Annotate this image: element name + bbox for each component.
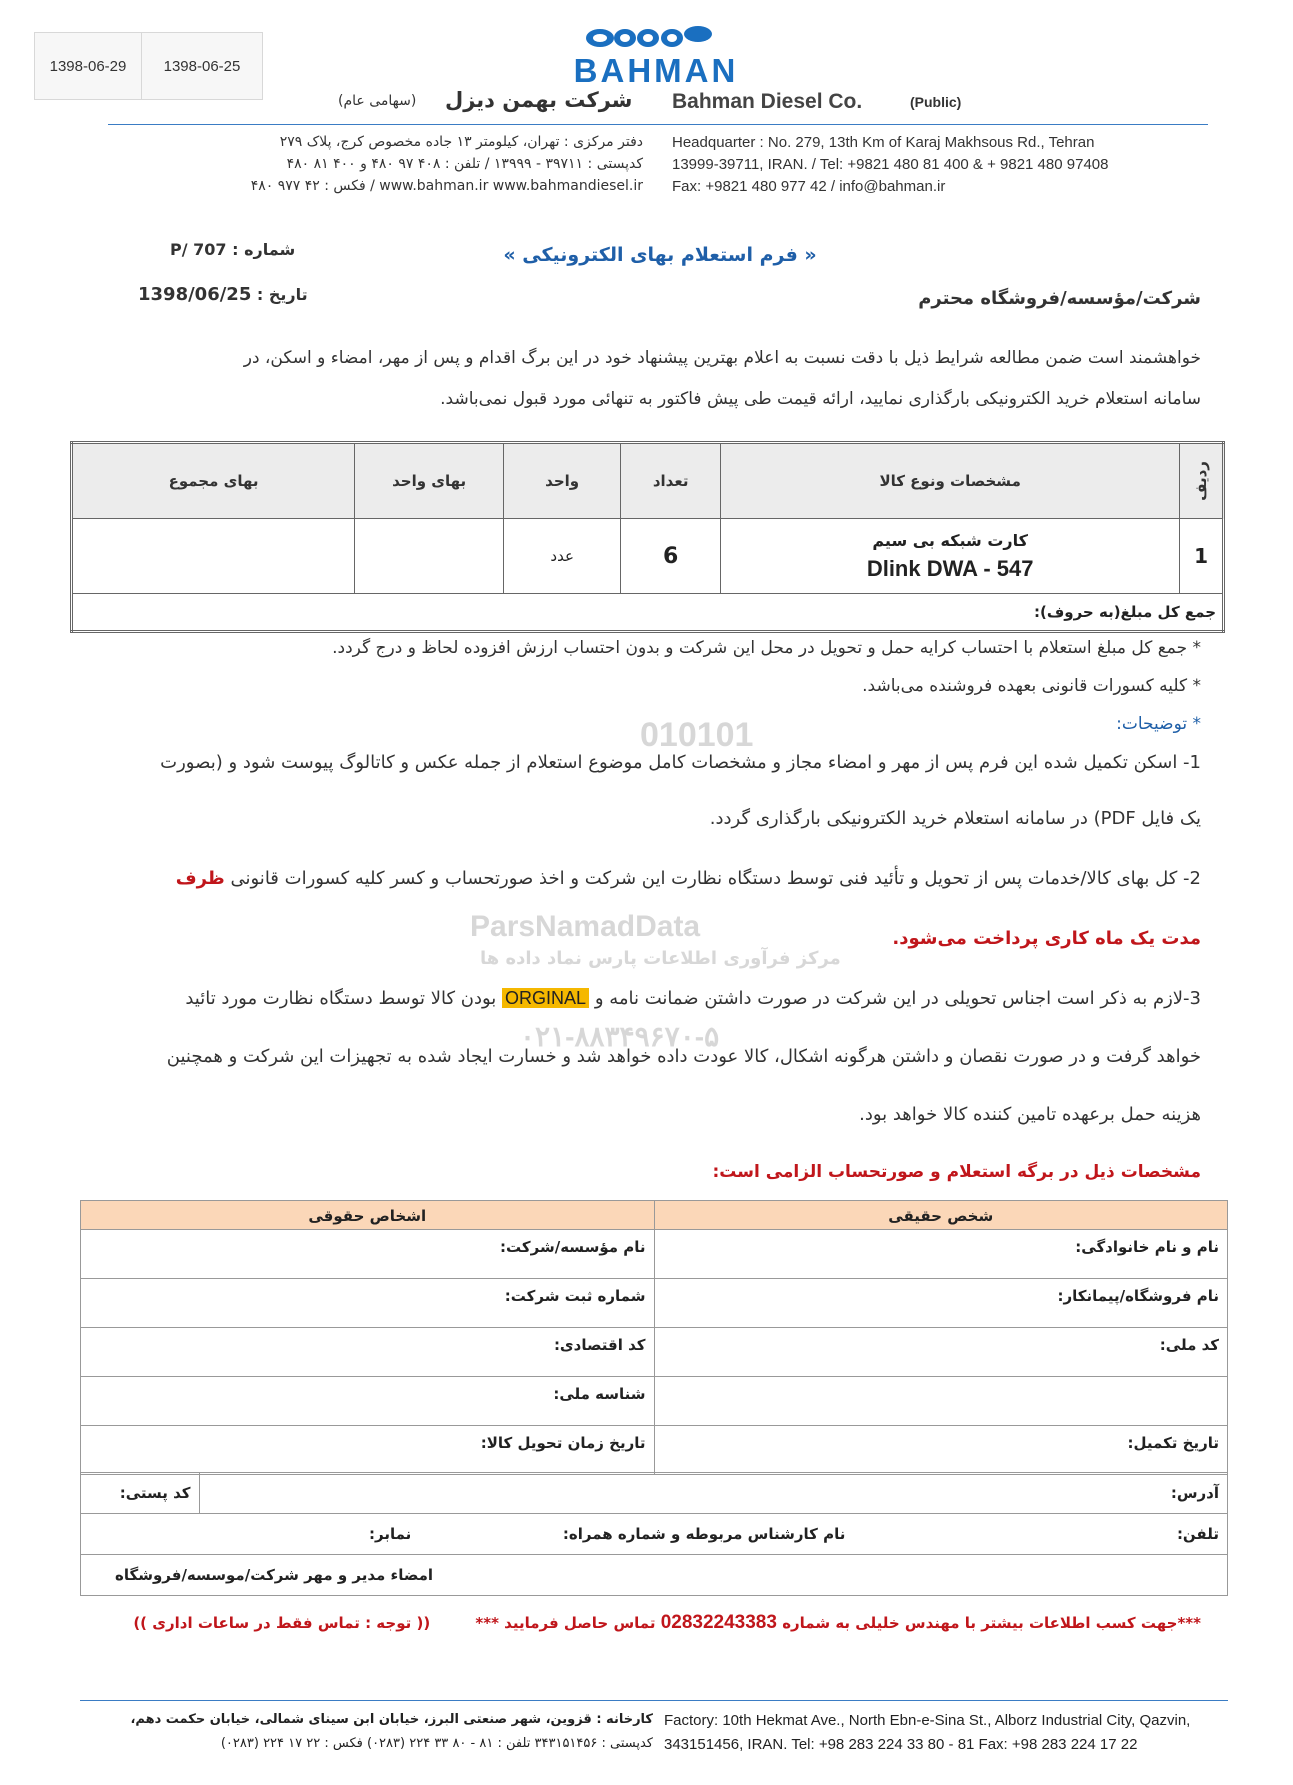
contact-table [80, 1472, 1228, 1596]
intro-line-2: سامانه استعلام خرید الکترونیکی بارگذاری نمایید، ارائه قیمت طی پیش فاکتور به تنهائی مورد قبول نمی‌باشد. [440, 389, 1201, 409]
factory-en-1: Factory: 10th Hekmat Ave., North Ebn-e-Sina St., Alborz Industrial City, Qazvin, [664, 1712, 1191, 1729]
header-divider [108, 124, 1208, 125]
note-3-line-2: خواهد گرفت و در صورت نقصان و داشتن هرگونه اشکال، کالا عودت داده خواهد شد و خسارت ایجاد شده به تجهیزات این شرکت و همچنین [166, 1046, 1201, 1067]
real-field: نام و نام خانوادگی: [654, 1230, 1228, 1279]
date-box-1: 1398-06-29 [34, 32, 142, 100]
contact-note-text-2: تماس حاصل فرمایید *** [475, 1614, 656, 1632]
company-name-en: Bahman Diesel Co. [672, 90, 863, 113]
form-number-value: P/ 707 [170, 240, 227, 259]
requirements-table [80, 1200, 1228, 1475]
col-unit-price: بهای واحد [355, 443, 504, 519]
real-field: کد ملی: [654, 1328, 1228, 1377]
postal-field: کد پستی: [81, 1473, 200, 1514]
form-title: « فرم استعلام بهای الکترونیکی » [503, 244, 817, 266]
factory-fa-2: کدپستی : ۳۴۳۱۵۱۴۵۶ تلفن : ۸۱ - ۸۰ ۳۳ ۲۲۴ (۰۲۸۳) فکس : ۲۲ ۱۷ ۲۲۴ (۰۲۸۳) [220, 1736, 653, 1751]
intro-line-1: خواهشمند است ضمن مطالعه شرایط ذیل با دقت نسبت به اعلام بهترین پیشنهاد خود در این برگ اقدام و پس از مهر، امضاء و اسکن، در [243, 348, 1201, 368]
footer-divider [80, 1700, 1228, 1701]
note-3-post: بودن کالا توسط دستگاه نظارت مورد تائید [185, 988, 497, 1009]
items-table [70, 441, 1225, 633]
date-box-2: 1398-06-25 [141, 32, 263, 100]
spec-en: Dlink DWA - 547 [866, 555, 1034, 581]
table-row [81, 1328, 1228, 1377]
table-row [72, 519, 1224, 594]
hq-address-en-1: Headquarter : No. 279, 13th Km of Karaj Makhsous Rd., Tehran [672, 134, 1095, 151]
logo-wordmark: BAHMAN [573, 52, 739, 89]
address-field: آدرس: [199, 1473, 1227, 1514]
hq-address-fa-1: دفتر مرکزی : تهران، کیلومتر ۱۳ جاده مخصوص کرج، پلاک ۲۷۹ [279, 134, 643, 150]
col-row [1180, 443, 1224, 519]
signature-field [81, 1555, 1228, 1596]
cell-row: 1 [1180, 519, 1224, 594]
table-row [81, 1514, 1228, 1555]
hq-address-fa-2: کدپستی : ۳۹۷۱۱ - ۱۳۹۹۹ / تلفن : ۴۰۸ ۹۷ ۴۸۰ و ۴۰۰ ۸۱ ۴۸۰ [286, 156, 643, 172]
legal-field: تاریخ زمان تحویل کالا: [81, 1426, 655, 1475]
form-date-value: 1398/06/25 [138, 284, 252, 305]
company-type-fa: (سهامی عام) [338, 93, 417, 109]
hq-address-en-2: 13999-39711, IRAN. / Tel: +9821 480 81 400 & + 9821 480 97408 [672, 156, 1109, 173]
col-total-price: بهای مجموع [72, 443, 355, 519]
phone-field: تلفن: [1176, 1525, 1219, 1543]
note-1-line-1: 1- اسکن تکمیل شده این فرم پس از مهر و امضاء مجاز و مشخصات کامل موضوع استعلام از جمله عکس و کاتالوگ پیوست شود و (بصورت [160, 752, 1201, 773]
note-3-line-3: هزینه حمل برعهده تامین کننده کالا خواهد بود. [859, 1104, 1201, 1125]
real-field: نام فروشگاه/پیمانکار: [654, 1279, 1228, 1328]
sum-label: جمع کل مبلغ(به حروف): [72, 594, 1224, 632]
legal-field: نام مؤسسه/شرکت: [81, 1230, 655, 1279]
note-2-red: ظرف [175, 868, 225, 889]
legal-field: شماره ثبت شرکت: [81, 1279, 655, 1328]
cell-unit: عدد [504, 519, 621, 594]
table-row [81, 1377, 1228, 1426]
form-date [138, 284, 308, 305]
company-name-fa: شرکت بهمن دیزل [445, 88, 633, 112]
note-2-line-2: مدت یک ماه کاری پرداخت می‌شود. [892, 928, 1201, 949]
real-field [654, 1377, 1228, 1426]
watermark-phone: ۰۲۱-۸۸۳۴۹۶۷۰-۵ [520, 1021, 720, 1052]
note-2-line-1 [176, 868, 1201, 889]
col-real-person: شخص حقیقی [654, 1201, 1228, 1230]
col-row-label: ردیف [1192, 461, 1211, 501]
table-row [81, 1555, 1228, 1596]
note-3-pre: 3-لازم به ذکر است اجناس تحویلی در این شرکت در صورت داشتن ضمانت نامه و [594, 988, 1201, 1009]
note-3-line-1 [185, 988, 1201, 1009]
cell-unit-price [355, 519, 504, 594]
col-legal-person: اشخاص حقوقی [81, 1201, 655, 1230]
hq-address-fa-3: www.bahman.ir www.bahmandiesel.ir / فکس : ۴۲ ۹۷۷ ۴۸۰ [250, 178, 643, 194]
col-unit: واحد [504, 443, 621, 519]
company-type-en: (Public) [910, 94, 962, 110]
contact-note-text-3: (( توجه : تماس فقط در ساعات اداری )) [133, 1614, 431, 1632]
cell-qty: 6 [621, 519, 721, 594]
addressee: شرکت/مؤسسه/فروشگاه محترم [918, 288, 1201, 309]
cell-total-price [72, 519, 355, 594]
contact-note [133, 1612, 1201, 1634]
hq-address-en-3: Fax: +9821 480 977 42 / info@bahman.ir [672, 178, 946, 195]
factory-fa-1: کارخانه : قزوین، شهر صنعتی البرز، خیابان ابن سینای شمالی، خیابان حکمت دهم، [130, 1712, 653, 1727]
form-number-label: شماره : [232, 240, 296, 259]
requirements-title: مشخصات ذیل در برگه استعلام و صورتحساب الزامی است: [712, 1162, 1201, 1182]
table-row [81, 1473, 1228, 1514]
original-highlight: ORGINAL [502, 988, 589, 1008]
watermark-tagline: مرکز فرآوری اطلاعات پارس نماد داده ها [480, 948, 841, 969]
table-row [81, 1230, 1228, 1279]
col-spec: مشخصات ونوع کالا [721, 443, 1180, 519]
legal-field: شناسه ملی: [81, 1377, 655, 1426]
condition-2: * کلیه کسورات قانونی بعهده فروشنده می‌باشد. [862, 676, 1201, 696]
factory-en-2: 343151456, IRAN. Tel: +98 283 224 33 80 - 81 Fax: +98 283 224 17 22 [664, 1736, 1138, 1753]
contact-phone: 02832243383 [660, 1612, 777, 1633]
form-number [170, 240, 295, 259]
col-qty: تعداد [621, 443, 721, 519]
note-1-line-2: یک فایل PDF) در سامانه استعلام خرید الکترونیکی بارگذاری گردد. [709, 808, 1201, 829]
table-row [81, 1279, 1228, 1328]
fax-field: نمابر: [369, 1525, 412, 1543]
notes-title: * توضیحات: [1116, 714, 1201, 734]
phone-row [81, 1514, 1228, 1555]
real-field: تاریخ تکمیل: [654, 1426, 1228, 1475]
table-row [81, 1426, 1228, 1475]
phone-row-inner [89, 1525, 1219, 1543]
cell-spec [721, 519, 1180, 594]
expert-field: نام کارشناس مربوطه و شماره همراه: [562, 1525, 846, 1543]
condition-1: * جمع کل مبلغ استعلام با احتساب کرایه حمل و تحویل در محل این شرکت و بدون احتساب ارزش افزوده لحاظ و درج گردد. [332, 638, 1201, 658]
spec-fa: کارت شبکه بی سیم [872, 530, 1028, 550]
contact-note-text-1: ***جهت کسب اطلاعات بیشتر با مهندس خلیلی به شماره [782, 1614, 1201, 1632]
signature-label: امضاء مدیر و مهر شرکت/موسسه/فروشگاه [115, 1566, 434, 1584]
watermark-digits: 010101 [640, 716, 754, 754]
watermark-brand: ParsNamadData [470, 910, 701, 943]
form-date-label: تاریخ : [256, 285, 308, 304]
bahman-logo-icon [580, 18, 730, 54]
sum-row [72, 594, 1224, 632]
note-2-text: 2- کل بهای کالا/خدمات پس از تحویل و تأئید فنی توسط دستگاه نظارت این شرکت و اخذ صورتحساب و کسر کلیه کسورات قانونی [230, 868, 1201, 889]
legal-field: کد اقتصادی: [81, 1328, 655, 1377]
